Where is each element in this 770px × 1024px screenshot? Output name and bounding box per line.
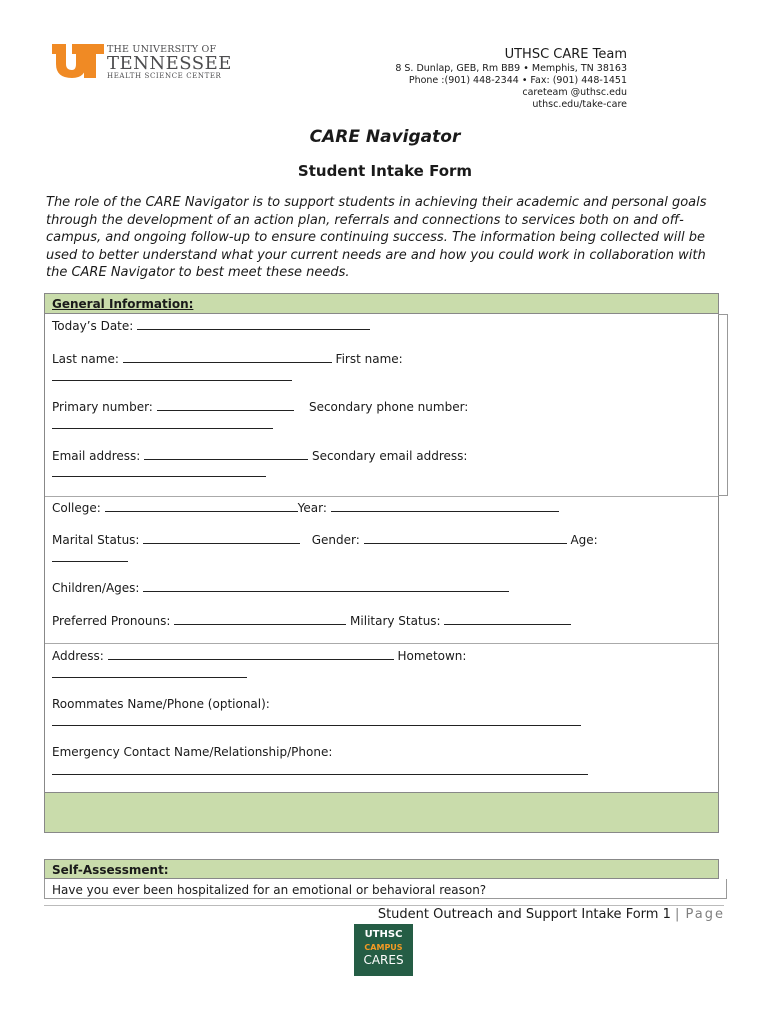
year-field[interactable] <box>331 511 559 512</box>
badge-line3: CARES <box>363 953 404 967</box>
college-row <box>52 501 559 515</box>
contact-block <box>395 47 627 111</box>
age-label: Age: <box>570 533 598 547</box>
secondary-phone-label: Secondary phone number: <box>308 400 469 414</box>
contact-web: uthsc.edu/take-care <box>532 99 627 110</box>
children-field[interactable] <box>143 591 509 592</box>
contact-email: careteam @uthsc.edu <box>522 87 627 98</box>
hometown-field[interactable] <box>52 677 247 678</box>
college-field[interactable] <box>105 511 298 512</box>
military-label: Military Status: <box>350 614 441 628</box>
general-information-section <box>44 293 719 833</box>
last-name-field[interactable] <box>123 362 332 363</box>
footer-text: Student Outreach and Support Intake Form 1 <box>377 907 671 922</box>
contact-phone: Phone :(901) 448-2344 • Fax: (901) 448-1451 <box>408 75 627 86</box>
first-name-field[interactable] <box>52 380 292 381</box>
email-field[interactable] <box>144 459 308 460</box>
contact-address: 8 S. Dunlap, GEB, Rm BB9 • Memphis, TN 38163 <box>395 63 627 74</box>
primary-number-field[interactable] <box>157 410 294 411</box>
footer-rule <box>44 905 724 906</box>
children-row <box>52 581 509 595</box>
secondary-email-field[interactable] <box>52 476 266 477</box>
logo-line3: HEALTH SCIENCE CENTER <box>107 72 222 80</box>
emergency-field[interactable] <box>52 774 588 775</box>
campus-cares-logo <box>354 924 413 976</box>
self-assessment-heading: Self-Assessment: <box>52 863 169 877</box>
roommates-field[interactable] <box>52 725 581 726</box>
page-footer <box>378 907 725 922</box>
divider <box>45 496 718 497</box>
name-row <box>52 352 403 366</box>
address-label: Address: <box>52 649 104 663</box>
marital-row <box>52 533 598 547</box>
year-label: Year: <box>297 501 327 515</box>
general-heading: General Information: <box>52 297 194 311</box>
self-assessment-band <box>44 859 719 879</box>
todays-date-label: Today’s Date: <box>52 319 134 333</box>
first-name-label: First name: <box>335 352 403 366</box>
email-row <box>52 449 467 463</box>
general-heading-band <box>45 294 718 314</box>
secondary-phone-field[interactable] <box>52 428 273 429</box>
age-field[interactable] <box>52 561 128 562</box>
secondary-email-label: Secondary email address: <box>311 449 468 463</box>
hospitalized-question: Have you ever been hospitalized for an emotional or behavioral reason? <box>52 883 487 897</box>
pronouns-label: Preferred Pronouns: <box>52 614 171 628</box>
military-field[interactable] <box>444 624 571 625</box>
page-title: CARE Navigator <box>309 127 461 147</box>
todays-date-field[interactable] <box>137 329 370 330</box>
address-field[interactable] <box>108 659 394 660</box>
footer-separator: | <box>674 907 682 922</box>
emergency-row <box>52 745 332 759</box>
badge-line2: CAMPUS <box>364 943 403 952</box>
roommates-label: Roommates Name/Phone (optional): <box>52 697 270 711</box>
last-name-label: Last name: <box>52 352 119 366</box>
side-frame <box>718 314 728 496</box>
college-label: College: <box>52 501 101 515</box>
address-row <box>52 649 466 663</box>
footer-page: Page <box>685 907 725 922</box>
ut-logo <box>52 44 232 80</box>
marital-label: Marital Status: <box>52 533 140 547</box>
phone-row <box>52 400 468 414</box>
hometown-label: Hometown: <box>397 649 467 663</box>
gender-field[interactable] <box>364 543 567 544</box>
children-label: Children/Ages: <box>52 581 140 595</box>
primary-number-label: Primary number: <box>52 400 153 414</box>
general-footer-band <box>45 792 718 832</box>
gender-label: Gender: <box>311 533 360 547</box>
badge-line1: UTHSC <box>364 929 403 940</box>
email-label: Email address: <box>52 449 141 463</box>
pronouns-row <box>52 614 571 628</box>
divider <box>45 643 718 644</box>
logo-line2: TENNESSEE <box>107 53 232 74</box>
pronouns-field[interactable] <box>174 624 346 625</box>
intro-paragraph: The role of the CARE Navigator is to support students in achieving their academic and personal goals through the development of an action plan, referrals and connections to services both on and off-campus, and ongoing follow-up to ensure continuing success. The information being collected will be used to better understand what your current needs are and how you could work in collaboration with the CARE Navigator to best meet these needs. <box>46 195 707 280</box>
emergency-label: Emergency Contact Name/Relationship/Phone: <box>52 745 333 759</box>
todays-date-row <box>52 319 370 333</box>
marital-field[interactable] <box>143 543 300 544</box>
logo-line1: THE UNIVERSITY OF <box>107 44 217 55</box>
self-assessment-section <box>44 859 719 901</box>
page-subtitle: Student Intake Form <box>297 162 473 180</box>
contact-team: UTHSC CARE Team <box>504 47 627 62</box>
ut-logo-icon <box>52 44 104 78</box>
roommates-row <box>52 697 270 711</box>
